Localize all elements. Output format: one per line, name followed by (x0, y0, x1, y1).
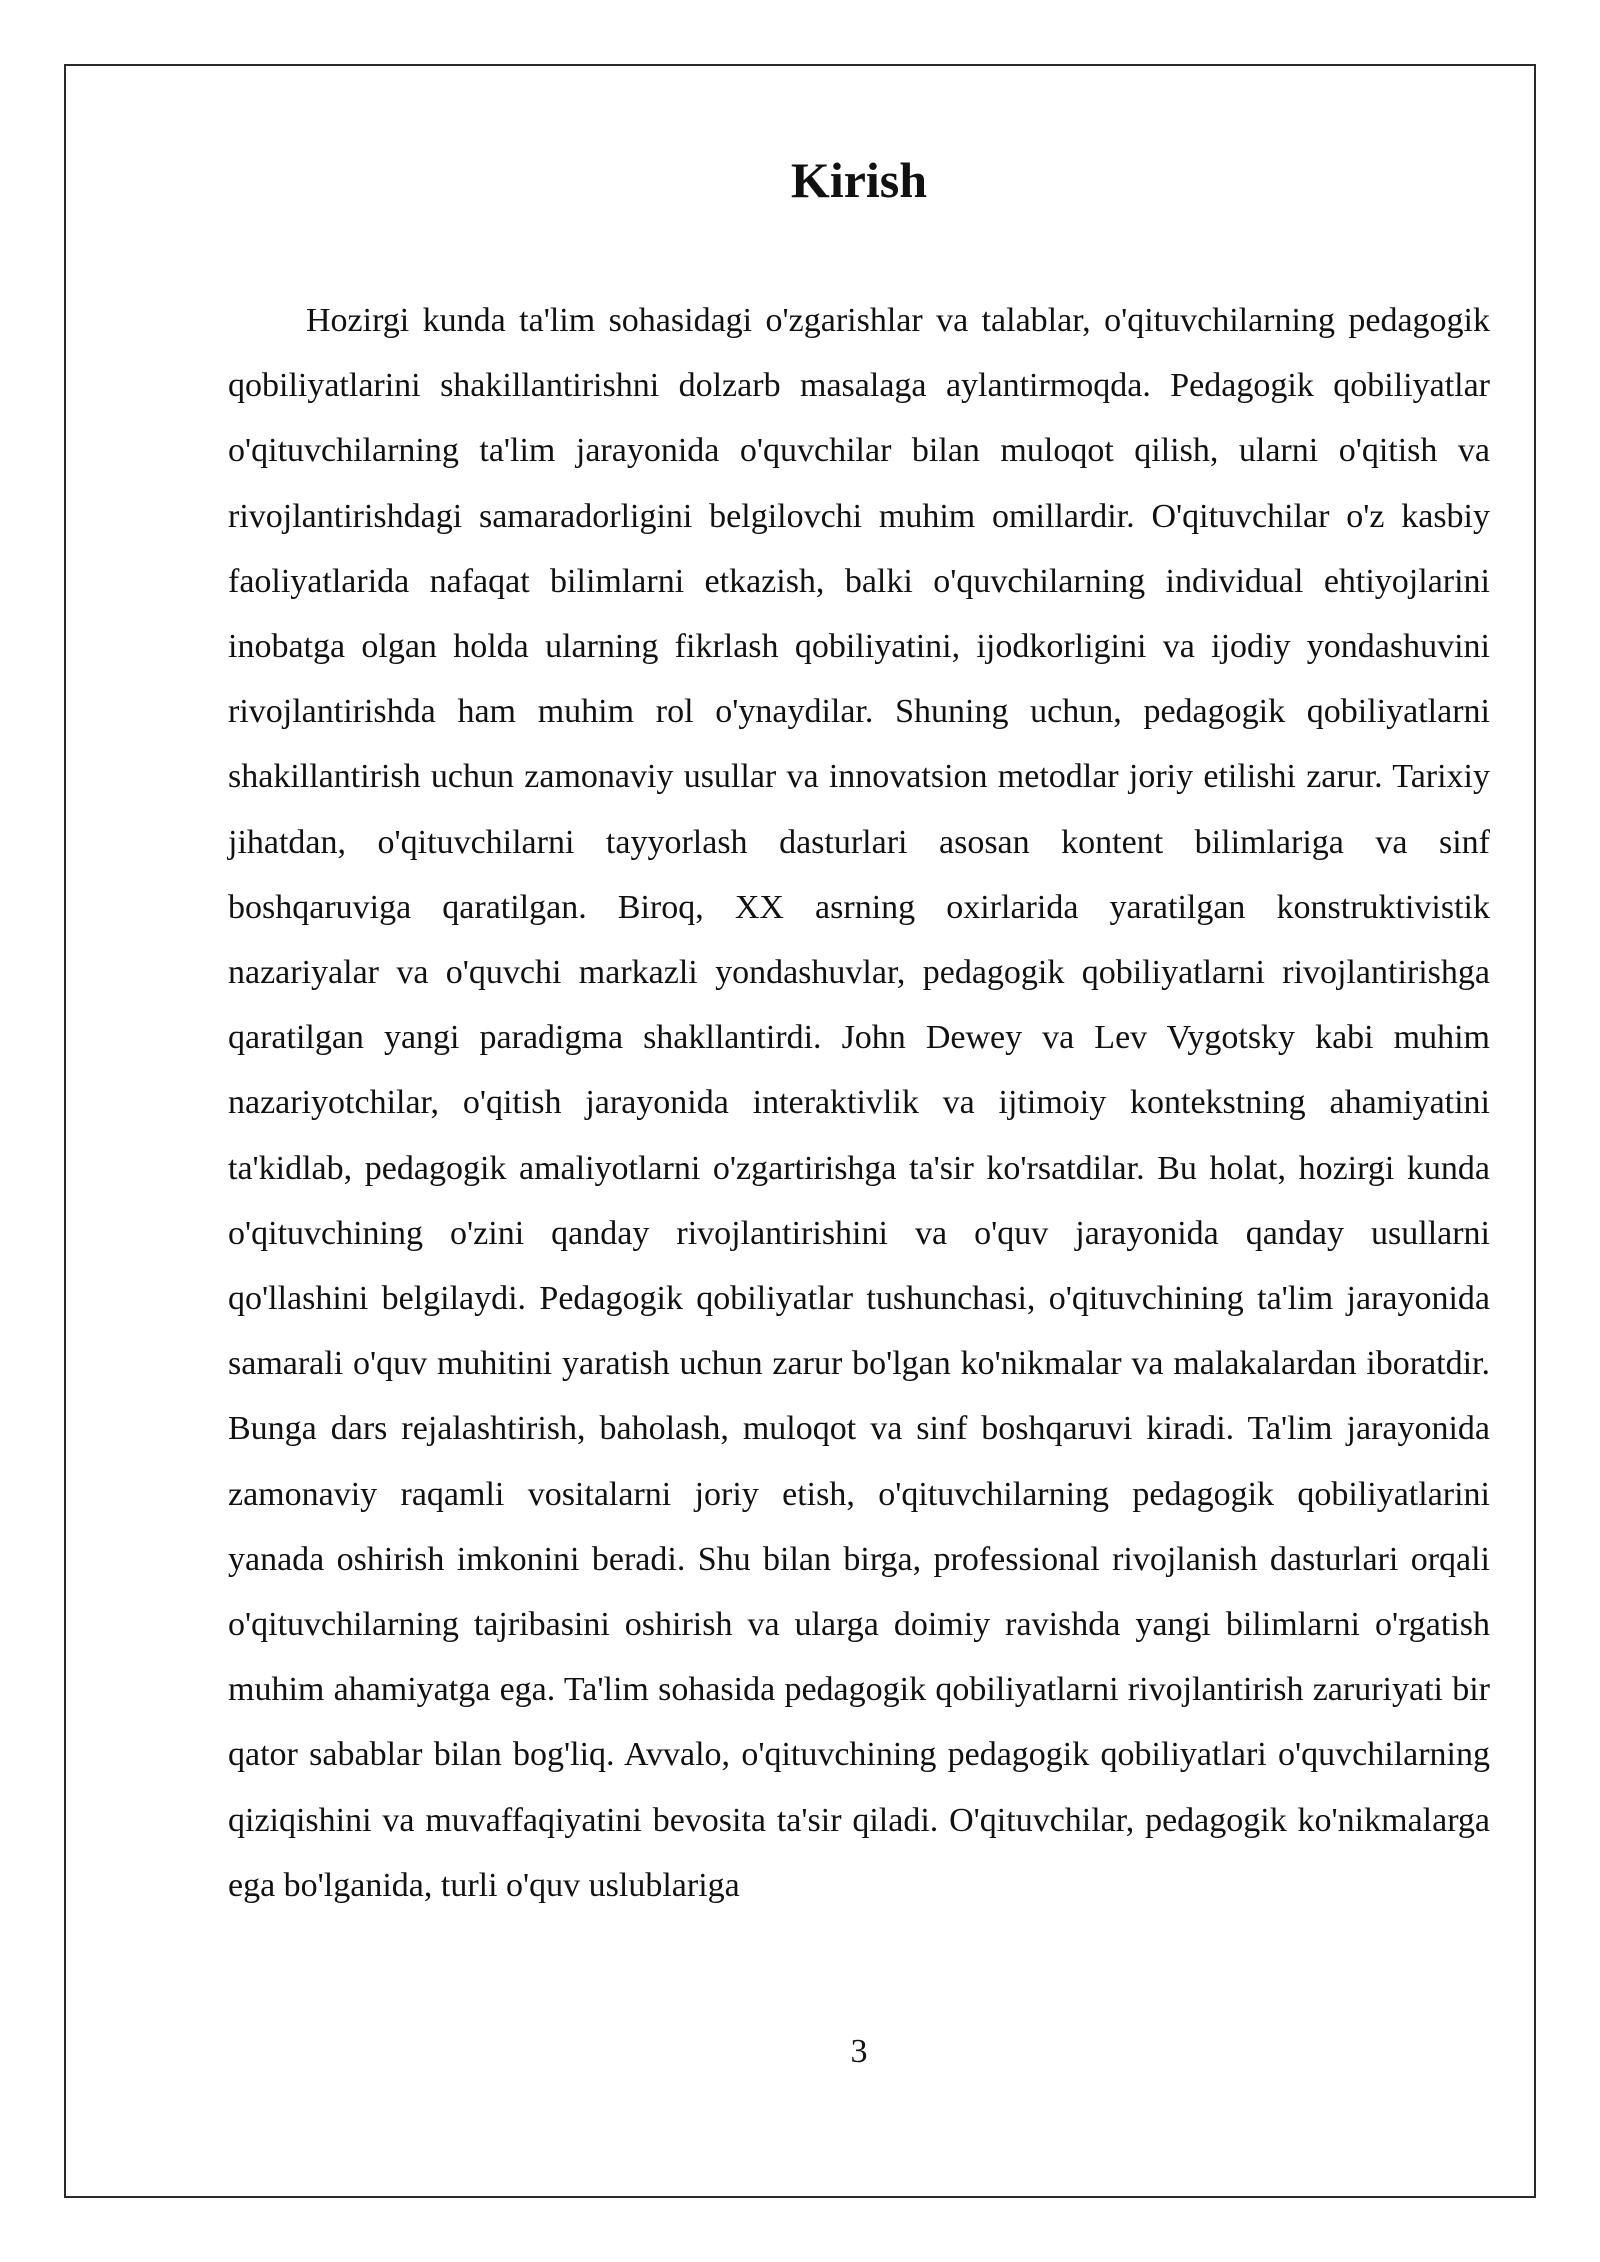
page-number: 3 (850, 2033, 868, 2070)
page-title: Kirish (790, 152, 928, 208)
body-paragraph: Hozirgi kunda ta'lim sohasidagi o'zgarishlar va talablar, o'qituvchilarning pedagogik qobiliyatlarini shakillantirishni dolzarb masalaga aylantirmoqda. Pedagogik qobiliyatlar o'qituvchilarning ta'lim jarayonida o'quvchilar bilan muloqot qilish, ularni o'qitish va rivojlantirishdagi samaradorligini belgilovchi muhim omillardir. O'qituvchilar o'z kasbiy faoliyatlarida nafaqat bilimlarni etkazish, balki o'quvchilarning individual ehtiyojlarini inobatga olgan holda ularning fikrlash qobiliyatini, ijodkorligini va ijodiy yondashuvini rivojlantirishda ham muhim rol o'ynaydilar. Shuning uchun, pedagogik qobiliyatlarni shakillantirish uchun zamonaviy usullar va innovatsion metodlar joriy etilishi zarur. Tarixiy jihatdan, o'qituvchilarni tayyorlash dasturlari asosan kontent bilimlariga va sinf boshqaruviga qaratilgan. Biroq, XX asrning oxirlarida yaratilgan konstruktivistik nazariyalar va o'quvchi markazli yondashuvlar, pedagogik qobiliyatlarni rivojlantirishga qaratilgan yangi paradigma shakllantirdi. John Dewey va Lev Vygotsky kabi muhim nazariyotchilar, o'qitish jarayonida interaktivlik va ijtimoiy kontekstning ahamiyatini ta'kidlab, pedagogik amaliyotlarni o'zgartirishga ta'sir ko'rsatdilar. Bu holat, hozirgi kunda o'qituvchining o'zini qanday rivojlantirishini va o'quv jarayonida qanday usullarni qo'llashini belgilaydi. Pedagogik qobiliyatlar tushunchasi, o'qituvchining ta'lim jarayonida samarali o'quv muhitini yaratish uchun zarur bo'lgan ko'nikmalar va malakalardan iboratdir. Bunga dars rejalashtirish, baholash, muloqot va sinf boshqaruvi kiradi. Ta'lim jarayonida zamonaviy raqamli vositalarni joriy etish, o'qituvchilarning pedagogik qobiliyatlarini yanada oshirish imkonini beradi. Shu bilan birga, professional rivojlanish dasturlari orqali o'qituvchilarning tajribasini oshirish va ularga doimiy ravishda yangi bilimlarni o'rgatish muhim ahamiyatga ega. Ta'lim sohasida pedagogik qobiliyatlarni rivojlantirish zaruriyati bir qator sabablar bilan bog'liq. Avvalo, o'qituvchining pedagogik qobiliyatlari o'quvchilarning qiziqishini va muvaffaqiyatini bevosita ta'sir qiladi. O'qituvchilar, pedagogik ko'nikmalarga ega bo'lganida, turli o'quv uslublariga (228, 302, 1490, 1904)
